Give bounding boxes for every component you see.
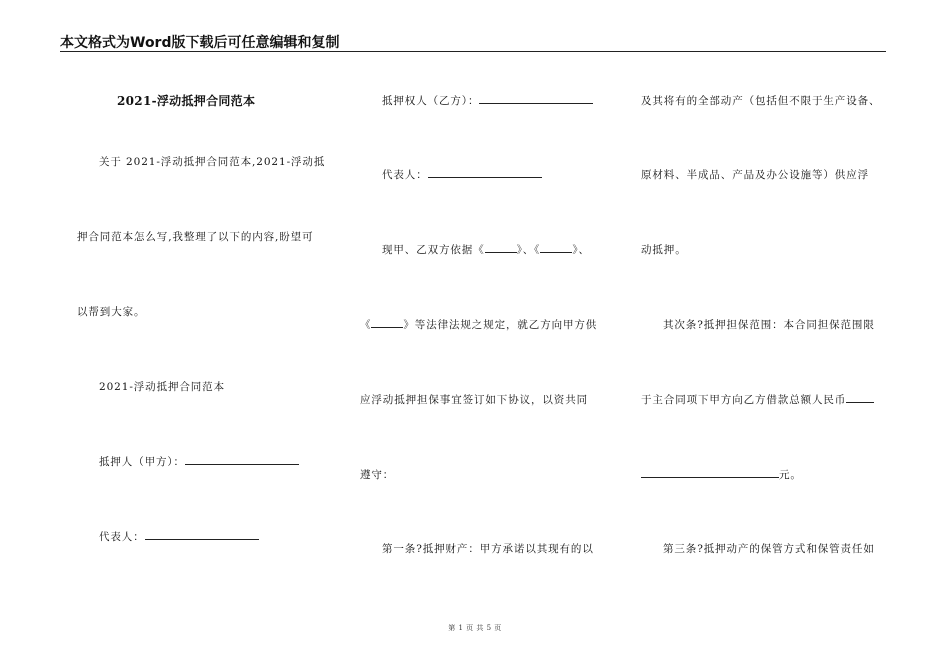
property-line-1: 及其将有的全部动产（包括但不限于生产设备、 [641,95,881,107]
mortgagor-blank [185,455,299,465]
mortgagee-line [382,94,593,108]
scope-line [641,393,874,407]
document-title: 2021-浮动抵押合同范本 [117,94,256,108]
amount-blank-1 [846,393,874,403]
mortgagee-rep-line [382,168,542,182]
basis-line-4: 遵守： [360,469,395,481]
header-divider [60,51,886,52]
basis-text-a: 现甲、乙双方依据《 [382,244,485,256]
basis-text-d: 《 [360,319,372,331]
law-blank-2 [540,243,572,253]
mortgagor-rep-line [99,530,259,544]
amount-line [641,468,802,482]
mortgagor-line [99,455,299,469]
article-1-line: 第一条?抵押财产：甲方承诺以其现有的以 [382,543,594,555]
amount-unit: 元。 [779,469,802,481]
article-3-line: 第三条?抵押动产的保管方式和保管责任如 [663,543,875,555]
basis-line-1 [382,243,590,257]
page-number: 第 1 页 共 5 页 [448,624,502,632]
intro-line-2: 押合同范本怎么写,我整理了以下的内容,盼望可 [77,231,314,243]
mortgagor-rep-label: 代表人： [99,531,145,543]
basis-line-2 [360,318,597,332]
property-line-3: 动抵押。 [641,244,687,256]
basis-text-b: 》、《 [516,244,541,256]
basis-text-c: 》、 [572,244,590,256]
scope-text: 于主合同项下甲方向乙方借款总额人民币 [641,394,847,406]
article-2-line: 其次条?抵押担保范围：本合同担保范围限 [663,319,875,331]
mortgagee-rep-label: 代表人： [382,169,428,181]
amount-blank-2 [641,468,779,478]
law-blank-1 [485,243,517,253]
mortgagor-label: 抵押人（甲方）： [99,456,185,468]
document-header: 本文格式为Word版下载后可任意编辑和复制 [60,35,340,51]
mortgagor-rep-blank [145,530,259,540]
mortgagee-blank [479,94,593,104]
mortgagee-rep-blank [428,168,542,178]
law-blank-3 [371,318,403,328]
intro-line-1: 关于 2021-浮动抵押合同范本,2021-浮动抵 [99,156,326,168]
basis-line-3: 应浮动抵押担保事宜签订如下协议，以资共同 [360,394,588,406]
property-line-2: 原材料、半成品、产品及办公设施等）供应浮 [641,169,869,181]
intro-line-3: 以帮到大家。 [77,306,146,318]
section-subtitle: 2021-浮动抵押合同范本 [99,381,225,393]
mortgagee-label: 抵押权人（乙方）： [382,95,480,107]
basis-text-e: 》等法律法规之规定，就乙方向甲方供 [403,319,598,331]
